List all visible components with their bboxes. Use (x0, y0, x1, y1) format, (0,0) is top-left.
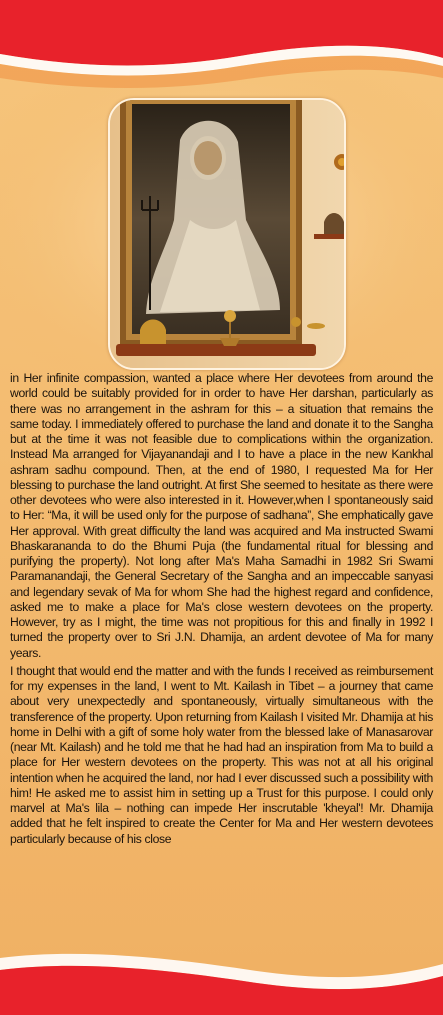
framed-portrait-photo-icon (110, 100, 344, 368)
paragraph: I thought that would end the matter and with the funds I received as reimbursement for my expenses in the land, I went to Mt. Kailash in Tibet – a journey that came about very unexpectedly and spontaneously, virtually simultaneous with the transference of the property. Upon returning from Kailash I visited Mr. Dhamija at his home in Delhi with a gift of some holy water from the blessed lake of Manasarovar (near Mt. Kailash) and he told me that he had had an inspiration from Ma to build a place for Her western devotees on the property. This was not at all his original intention when he acquired the land, nor had I ever discussed such a possibility with him! He asked me to assist him in setting up a Trust for this purpose. I could only marvel at Ma's lila – nothing can impede Her inscrutable 'kheyal'! Mr. Dhamija added that he felt inspired to create the Center for Ma and Her western devotees particularly because of his close (10, 663, 433, 846)
body-text (10, 371, 433, 847)
wooden-shelf (116, 344, 316, 356)
paragraph: in Her infinite compassion, wanted a place where Her devotees from around the world could be suitably provided for in order to have Her darshan, particularly as there was no arrangement in the ashram for this – a situation that remains the same today. I immediately offered to purchase the land and donate it to the Sangha but at the time it was not feasible due to complications within the organization. Instead Ma arranged for Vijayanandaji and I to have a place in the new Kankhal ashram sadhu compound. Then, at the end of 1980, I requested Ma for Her blessing to purchase the land outright. At first She seemed to hesitate as there were other devotees who were also interested in it. However,when I spontaneously said to Her: “Ma, it will be used only for the purpose of sadhana”, She emphatically gave Her approval. With great difficulty the land was acquired and Ma instructed Swami Bhaskarananda to do the Bhumi Puja (the fundamental ritual for blessing and purifying the property). Not long after Ma's Maha Samadhi in 1982 Sri Swami Paramanandaji, the General Secretary of the Sangha and an impeccable sanyasi and legendary sevak of Ma for whom She had the highest regard and confidence, asked me to make a place for Ma's close western devotees on the property. However, try as I might, the time was not propitious for this and finally in 1992 I turned the property over to Sri J.N. Dhamija, an ardent devotee of Ma for many years. (10, 371, 433, 660)
framed-portrait-photo (108, 98, 346, 370)
